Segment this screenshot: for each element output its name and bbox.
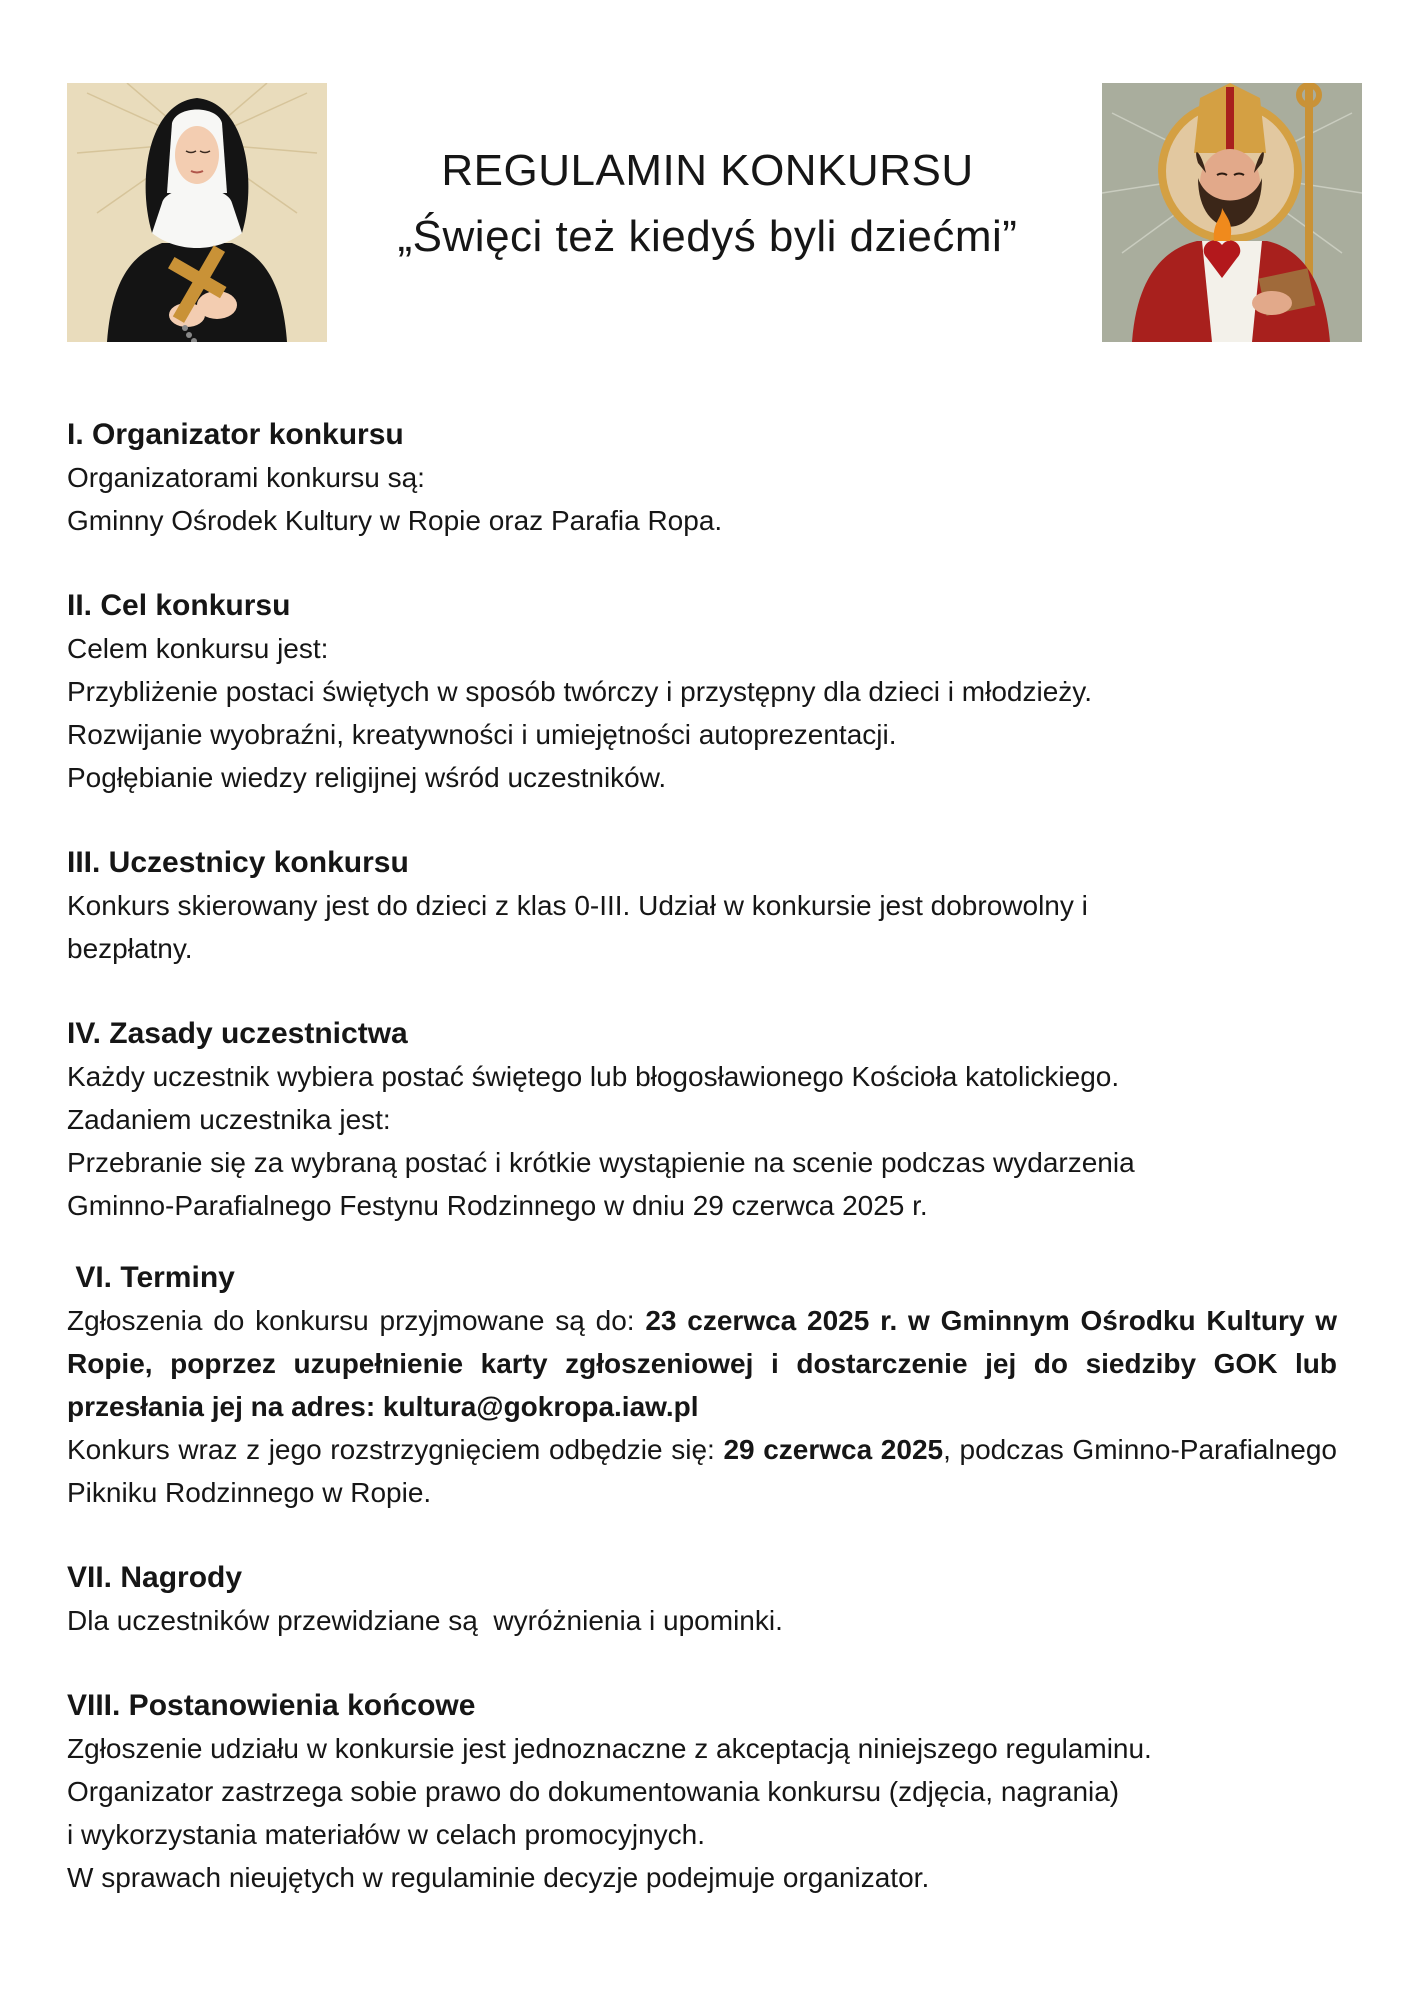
section-heading: II. Cel konkursu: [67, 589, 291, 622]
section-heading: VI. Terminy: [67, 1261, 235, 1294]
text-line: W sprawach nieujętych w regulaminie decyzje podejmuje organizator.: [67, 1862, 930, 1893]
event-intro: Konkurs wraz z jego rozstrzygnięciem odbędzie się:: [67, 1434, 724, 1465]
document-title: [340, 138, 1075, 270]
event-paragraph: [67, 1428, 1337, 1514]
event-date: 29 czerwca 2025: [723, 1434, 944, 1465]
section-heading: III. Uczestnicy konkursu: [67, 846, 409, 879]
title-line-1: REGULAMIN KONKURSU: [441, 146, 974, 195]
text-line: Konkurs skierowany jest do dzieci z klas 0-III. Udział w konkursie jest dobrowolny i: [67, 890, 1088, 921]
text-line: Celem konkursu jest:: [67, 633, 329, 664]
event-rest: , podczas Gminno-Parafialnego Pikniku Rodzinnego w Ropie.: [67, 1434, 1338, 1508]
section-deadlines: [67, 1257, 1340, 1514]
bishop-saint-illustration: [1102, 83, 1362, 342]
text-line: Zadaniem uczestnika jest:: [67, 1104, 391, 1135]
text-line: Przybliżenie postaci świętych w sposób twórczy i przystępny dla dzieci i młodzieży.: [67, 676, 1092, 707]
regulations-body: [67, 414, 1340, 1899]
deadline-details: 23 czerwca 2025 r. w Gminnym Ośrodku Kultury w Ropie, poprzez uzupełnienie karty zgłoszeniowej i dostarczenie jej do siedziby GOK lub przesłania jej na adres: kultura@gokropa.iaw.pl: [67, 1305, 1337, 1422]
text-line: Dla uczestników przewidziane są wyróżnienia i upominki.: [67, 1605, 783, 1636]
section-rules: [67, 1013, 1340, 1227]
text-line: Każdy uczestnik wybiera postać świętego lub błogosławionego Kościoła katolickiego.: [67, 1061, 1120, 1092]
text-line: i wykorzystania materiałów w celach promocyjnych.: [67, 1819, 705, 1850]
section-heading: VII. Nagrody: [67, 1561, 243, 1594]
deadline-intro: Zgłoszenia do konkursu przyjmowane są do:: [67, 1305, 646, 1336]
section-heading: IV. Zasady uczestnictwa: [67, 1017, 408, 1050]
text-line: Gminny Ośrodek Kultury w Ropie oraz Parafia Ropa.: [67, 505, 723, 536]
section-final-provisions: [67, 1685, 1340, 1899]
section-prizes: [67, 1557, 1340, 1642]
title-line-2: „Święci też kiedyś byli dziećmi”: [397, 212, 1018, 261]
text-line: Organizator zastrzega sobie prawo do dokumentowania konkursu (zdjęcia, nagrania): [67, 1776, 1120, 1807]
section-heading: VIII. Postanowienia końcowe: [67, 1689, 476, 1722]
section-organizer: [67, 414, 1340, 542]
text-line: Pogłębianie wiedzy religijnej wśród uczestników.: [67, 762, 667, 793]
section-heading: I. Organizator konkursu: [67, 418, 404, 451]
section-participants: [67, 842, 1340, 970]
deadline-paragraph: [67, 1299, 1337, 1428]
section-goal: [67, 585, 1340, 799]
text-line: Organizatorami konkursu są:: [67, 462, 425, 493]
text-line: Gminno-Parafialnego Festynu Rodzinnego w dniu 29 czerwca 2025 r.: [67, 1190, 928, 1221]
text-line: bezpłatny.: [67, 933, 193, 964]
text-line: Rozwijanie wyobraźni, kreatywności i umiejętności autoprezentacji.: [67, 719, 897, 750]
nun-saint-illustration: [67, 83, 327, 342]
text-line: Zgłoszenie udziału w konkursie jest jednoznaczne z akceptacją niniejszego regulaminu.: [67, 1733, 1152, 1764]
text-line: Przebranie się za wybraną postać i krótkie wystąpienie na scenie podczas wydarzenia: [67, 1147, 1135, 1178]
